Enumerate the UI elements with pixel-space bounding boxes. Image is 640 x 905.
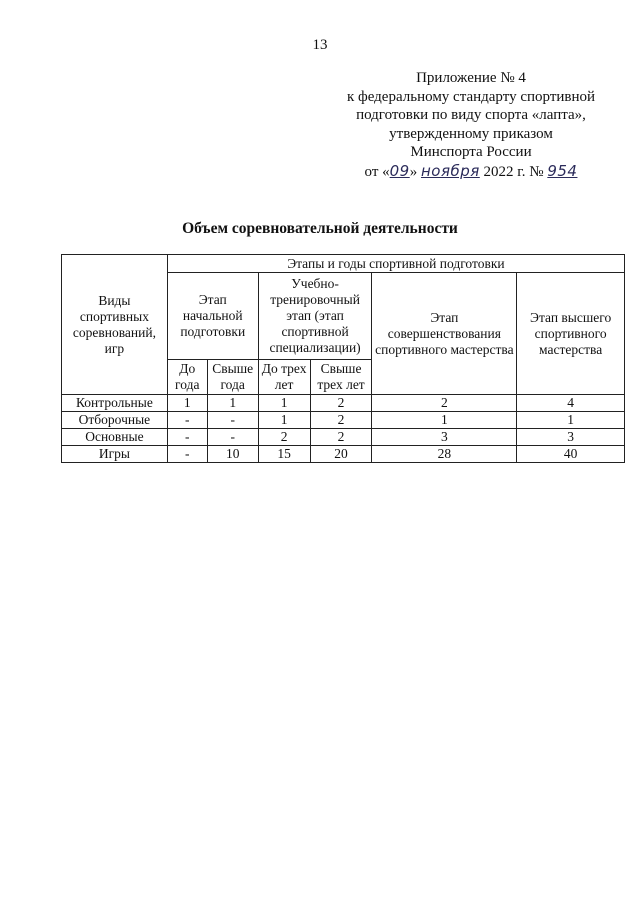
stage-improvement-header: Этап совершенствования спортивного мастерства	[372, 273, 517, 395]
cell: 1	[167, 395, 207, 412]
table-row	[62, 412, 625, 429]
table-header-row	[62, 255, 625, 273]
cell: 1	[517, 412, 625, 429]
cell: -	[167, 446, 207, 463]
cell: 2	[310, 429, 372, 446]
cell: -	[207, 429, 258, 446]
cell: 1	[372, 412, 517, 429]
page-number: 13	[312, 37, 328, 53]
cell: 28	[372, 446, 517, 463]
cell: 2	[310, 395, 372, 412]
order-year: 2022 г. №	[479, 163, 548, 180]
order-day: 09	[389, 161, 410, 180]
sub-training-1: До трех лет	[258, 360, 310, 395]
cell: -	[167, 429, 207, 446]
appendix-line: Приложение № 4	[416, 70, 526, 86]
cell: 4	[517, 395, 625, 412]
row-name: Игры	[62, 446, 168, 463]
cell: 15	[258, 446, 310, 463]
order-month: ноября	[420, 161, 480, 180]
stage-initial-header: Этап начальной подготовки	[167, 273, 258, 360]
table-row	[62, 395, 625, 412]
stages-header: Этапы и годы спортивной подготовки	[167, 255, 624, 273]
order-mid: »	[409, 163, 421, 180]
sub-initial-2: Свыше года	[207, 360, 258, 395]
appendix-line: к федеральному стандарту спортивной	[346, 88, 596, 105]
sub-training-2: Свыше трех лет	[310, 360, 372, 395]
cell: 1	[258, 412, 310, 429]
cell: 10	[207, 446, 258, 463]
cell: 2	[372, 395, 517, 412]
document-title: Объем соревновательной деятельности	[182, 220, 458, 237]
cell: 2	[310, 412, 372, 429]
cell: 3	[517, 429, 625, 446]
stage-training-header: Учебно-тренировочный этап (этап спортивной специализации)	[258, 273, 372, 360]
appendix-header	[330, 69, 612, 181]
table-row	[62, 429, 625, 446]
cell: 40	[517, 446, 625, 463]
order-line	[330, 162, 612, 182]
order-number: 954	[547, 161, 578, 180]
cell: -	[167, 412, 207, 429]
cell: 2	[258, 429, 310, 446]
competition-table	[61, 254, 625, 463]
sub-initial-1: До года	[167, 360, 207, 395]
table-row	[62, 446, 625, 463]
col-type-header: Виды спортивных соревнований, игр	[62, 255, 168, 395]
order-prefix: от «	[364, 163, 390, 180]
cell: 1	[258, 395, 310, 412]
cell: -	[207, 412, 258, 429]
row-name: Отборочные	[62, 412, 168, 429]
row-name: Основные	[62, 429, 168, 446]
appendix-line: Минспорта России	[410, 144, 532, 160]
row-name: Контрольные	[62, 395, 168, 412]
cell: 20	[310, 446, 372, 463]
appendix-line: подготовки по виду спорта «лапта»,	[356, 107, 586, 123]
cell: 3	[372, 429, 517, 446]
stage-higher-header: Этап высшего спортивного мастерства	[517, 273, 625, 395]
appendix-line: утвержденному приказом	[389, 125, 553, 142]
cell: 1	[207, 395, 258, 412]
